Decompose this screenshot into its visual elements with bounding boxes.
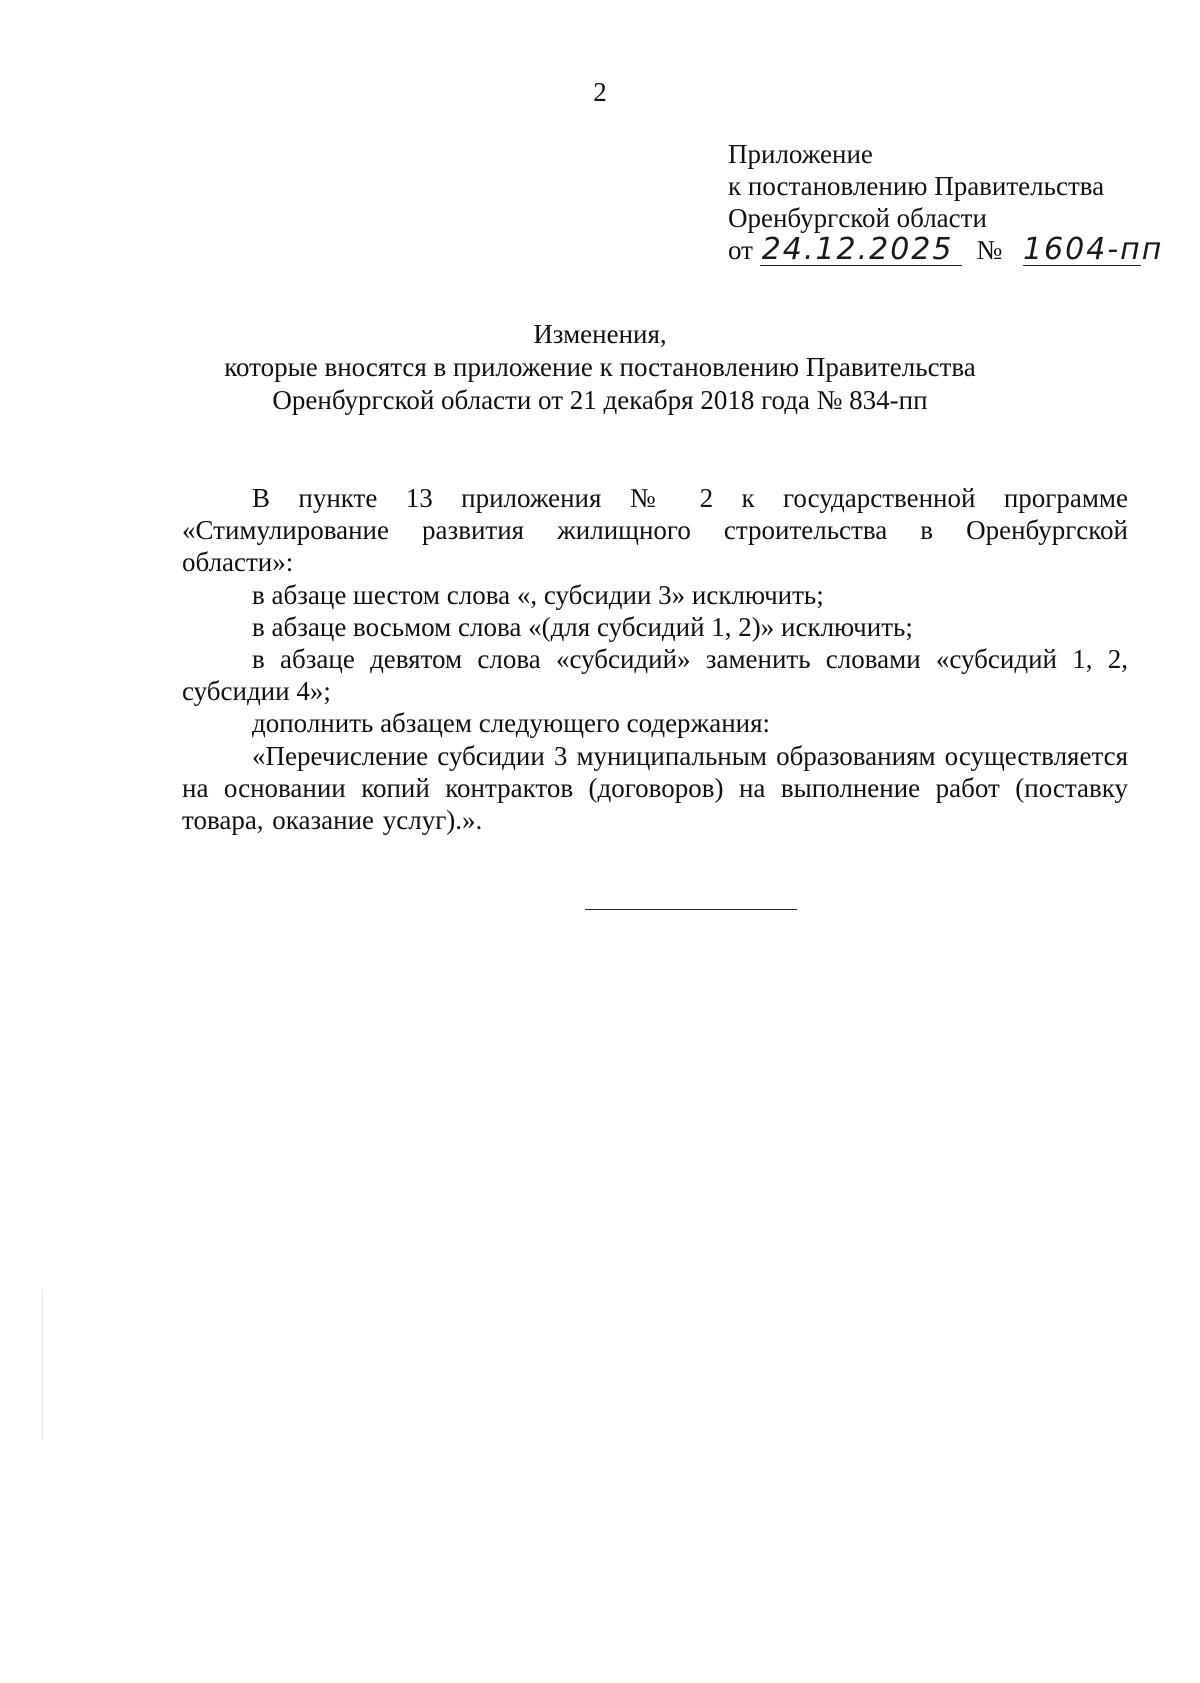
appendix-reference: к постановлению Правительства	[728, 171, 1105, 201]
page-number: 2	[593, 77, 607, 107]
handwritten-date: 24.12.2025	[760, 235, 962, 266]
date-prefix: от	[728, 235, 753, 265]
document-heading	[0, 318, 1200, 417]
heading-subtitle-line2: Оренбургской области от 21 декабря 2018 года № 834-пп	[272, 385, 928, 415]
number-sign: №	[976, 235, 1003, 265]
document-body	[182, 482, 1128, 836]
paragraph-change-2: в абзаце восьмом слова «(для субсидий 1, 2)» исключить;	[252, 611, 913, 642]
paragraph-change-1: в абзаце шестом слова «, субсидии 3» исключить;	[252, 579, 824, 610]
heading-title: Изменения,	[533, 319, 667, 349]
heading-subtitle-line1: которые вносятся в приложение к постановлению Правительства	[224, 352, 976, 382]
appendix-region: Оренбургской области	[728, 203, 987, 233]
appendix-block	[728, 138, 1168, 270]
paragraph-new-text: «Перечисление субсидии 3 муниципальным образованиям осуществляется на основании копий контрактов (договоров) на выполнение работ (поставку товара, оказание услуг).».	[182, 740, 1128, 836]
appendix-date-row	[728, 234, 1168, 270]
appendix-title: Приложение	[728, 139, 873, 169]
handwritten-number: 1604-пп	[1022, 232, 1164, 267]
scan-margin-mark	[42, 1290, 43, 1440]
paragraph-change-3: в абзаце девятом слова «субсидий» заменить словами «субсидий 1, 2, субсидии 4»;	[182, 644, 1128, 707]
paragraph-change-4: дополнить абзацем следующего содержания:	[252, 708, 771, 739]
paragraph-intro: В пункте 13 приложения № 2 к государственной программе «Стимулирование развития жилищного строительства в Оренбургской области»:	[182, 483, 1128, 578]
end-separator-line	[585, 909, 797, 910]
